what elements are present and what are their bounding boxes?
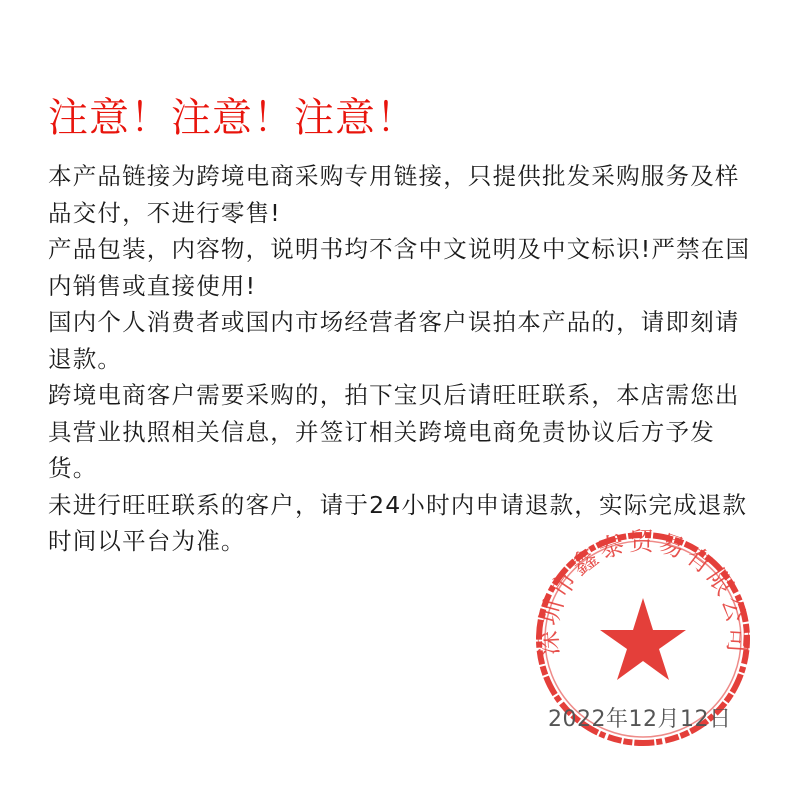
notice-paragraph-2: 产品包装，内容物，说明书均不含中文说明及中文标识!严禁在国内销售或直接使用! [48,235,751,300]
notice-date: 2022年12月12日 [548,707,732,732]
notice-paragraph-1: 本产品链接为跨境电商采购专用链接，只提供批发采购服务及样品交付，不进行零售! [48,162,740,227]
seal-arc-text: 深圳市鑫泰贸易有限公司 [533,528,753,657]
notice-paragraph-4: 跨境电商客户需要采购的，拍下宝贝后请旺旺联系，本店需您出具营业执照相关信息，并签订相关跨境电商免责协议后方予发货。 [48,381,740,482]
notice-body [48,158,760,560]
notice-headline: 注意！注意！注意！ [48,95,417,141]
seal-star [600,598,686,680]
notice-paragraph-5: 未进行旺旺联系的客户，请于24小时内申请退款，实际完成退款时间以平台为准。 [48,490,748,555]
notice-paragraph-3: 国内个人消费者或国内市场经营者客户误拍本产品的，请即刻请退款。 [48,308,740,373]
